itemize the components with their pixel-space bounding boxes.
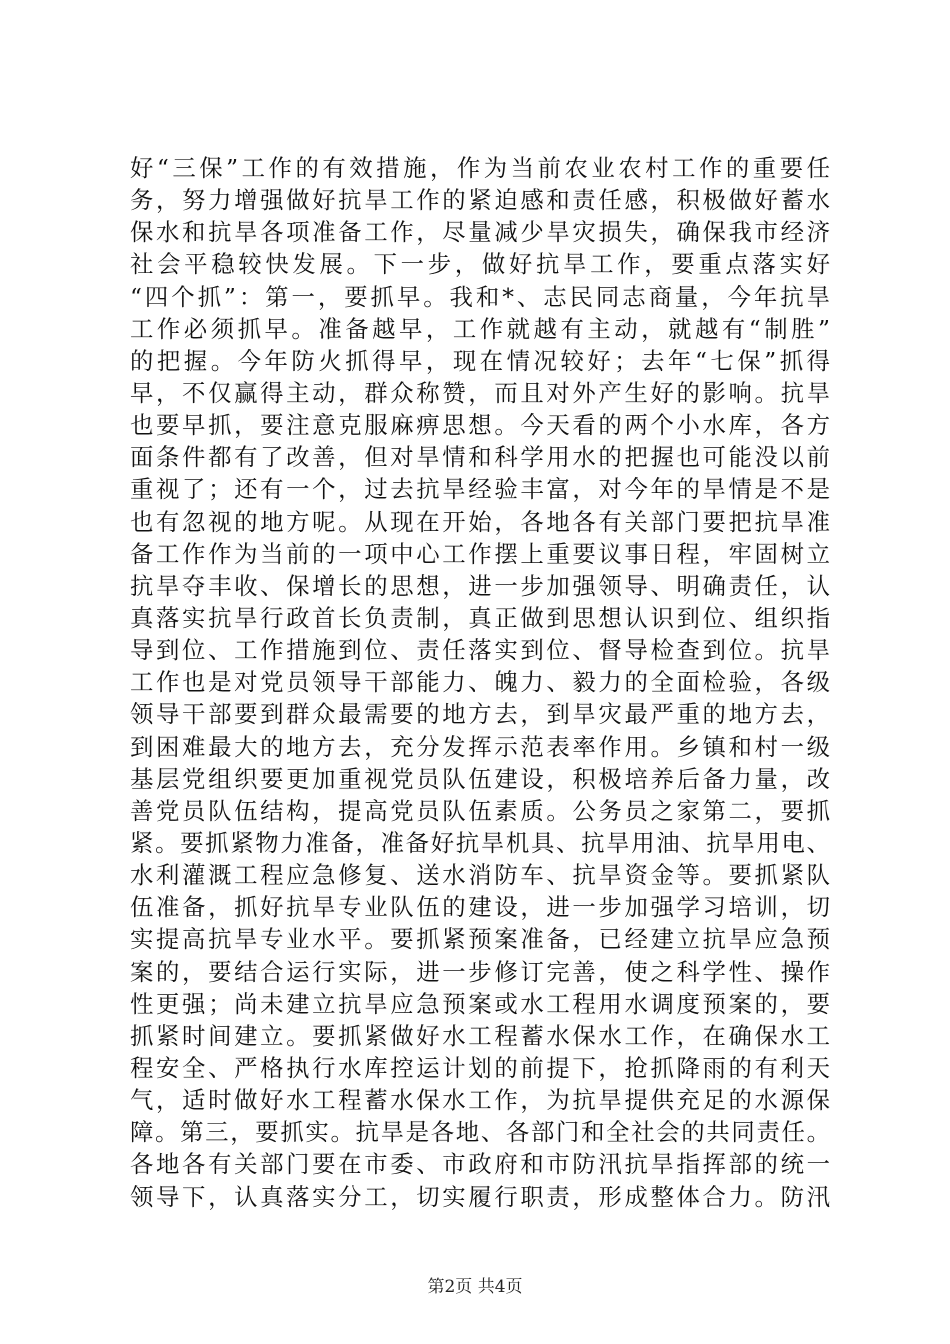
- text-line: 也有忽视的地方呢。从现在开始，各地各有关部门要把抗旱准: [130, 507, 830, 536]
- text-line: 水利灌溉工程应急修复、送水消防车、抗旱资金等。要抓紧队: [130, 861, 830, 890]
- text-line: 到困难最大的地方去，充分发挥示范表率作用。乡镇和村一级: [130, 732, 830, 761]
- text-line: 性更强；尚未建立抗旱应急预案或水工程用水调度预案的，要: [130, 989, 830, 1018]
- text-line: 的把握。今年防火抓得早，现在情况较好；去年“七保”抓得: [130, 346, 830, 375]
- text-line: 好“三保”工作的有效措施，作为当前农业农村工作的重要任: [130, 154, 830, 182]
- text-line: 保水和抗旱各项准备工作，尽量减少旱灾损失，确保我市经济: [130, 218, 830, 247]
- text-line: 领导干部要到群众最需要的地方去，到旱灾最严重的地方去，: [130, 700, 830, 729]
- text-line: “四个抓”：第一，要抓早。我和*、志民同志商量，今年抗旱: [130, 282, 830, 311]
- text-line: 重视了；还有一个，过去抗旱经验丰富，对今年的旱情是不是: [130, 475, 830, 504]
- text-line: 社会平稳较快发展。下一步，做好抗旱工作，要重点落实好: [130, 250, 830, 279]
- text-line: 领导下，认真落实分工，切实履行职责，形成整体合力。防汛: [130, 1182, 830, 1211]
- text-line: 面条件都有了改善，但对旱情和科学用水的把握也可能没以前: [130, 443, 830, 472]
- text-line: 基层党组织要更加重视党员队伍建设，积极培养后备力量，改: [130, 764, 830, 793]
- text-line: 气，适时做好水工程蓄水保水工作，为抗旱提供充足的水源保: [130, 1086, 830, 1115]
- text-line: 导到位、工作措施到位、责任落实到位、督导检查到位。抗旱: [130, 636, 830, 665]
- text-line: 紧。要抓紧物力准备，准备好抗旱机具、抗旱用油、抗旱用电、: [130, 828, 830, 857]
- text-line: 真落实抗旱行政首长负责制，真正做到思想认识到位、组织指: [130, 603, 830, 632]
- text-line: 善党员队伍结构，提高党员队伍素质。公务员之家第二，要抓: [130, 796, 830, 825]
- text-line: 抓紧时间建立。要抓紧做好水工程蓄水保水工作，在确保水工: [130, 1021, 830, 1050]
- text-line: 实提高抗旱专业水平。要抓紧预案准备，已经建立抗旱应急预: [130, 925, 830, 954]
- text-line: 程安全、严格执行水库控运计划的前提下，抢抓降雨的有利天: [130, 1053, 830, 1082]
- text-line: 也要早抓，要注意克服麻痹思想。今天看的两个小水库，各方: [130, 411, 830, 440]
- text-line: 障。第三，要抓实。抗旱是各地、各部门和全社会的共同责任。: [130, 1118, 830, 1147]
- text-line: 早，不仅赢得主动，群众称赞，而且对外产生好的影响。抗旱: [130, 378, 830, 407]
- page-footer: 第2页 共4页: [427, 1277, 523, 1297]
- text-line: 备工作作为当前的一项中心工作摆上重要议事日程，牢固树立: [130, 539, 830, 568]
- text-line: 抗旱夺丰收、保增长的思想，进一步加强领导、明确责任，认: [130, 571, 830, 600]
- text-line: 务，努力增强做好抗旱工作的紧迫感和责任感，积极做好蓄水: [130, 186, 830, 215]
- text-line: 伍准备，抓好抗旱专业队伍的建设，进一步加强学习培训，切: [130, 893, 830, 922]
- body-paragraph: [130, 152, 830, 1213]
- text-line: 案的，要结合运行实际，进一步修订完善，使之科学性、操作: [130, 957, 830, 986]
- text-line: 工作必须抓早。准备越早，工作就越有主动，就越有“制胜”: [130, 314, 830, 343]
- text-line: 工作也是对党员领导干部能力、魄力、毅力的全面检验，各级: [130, 668, 830, 697]
- text-line: 各地各有关部门要在市委、市政府和市防汛抗旱指挥部的统一: [130, 1150, 830, 1179]
